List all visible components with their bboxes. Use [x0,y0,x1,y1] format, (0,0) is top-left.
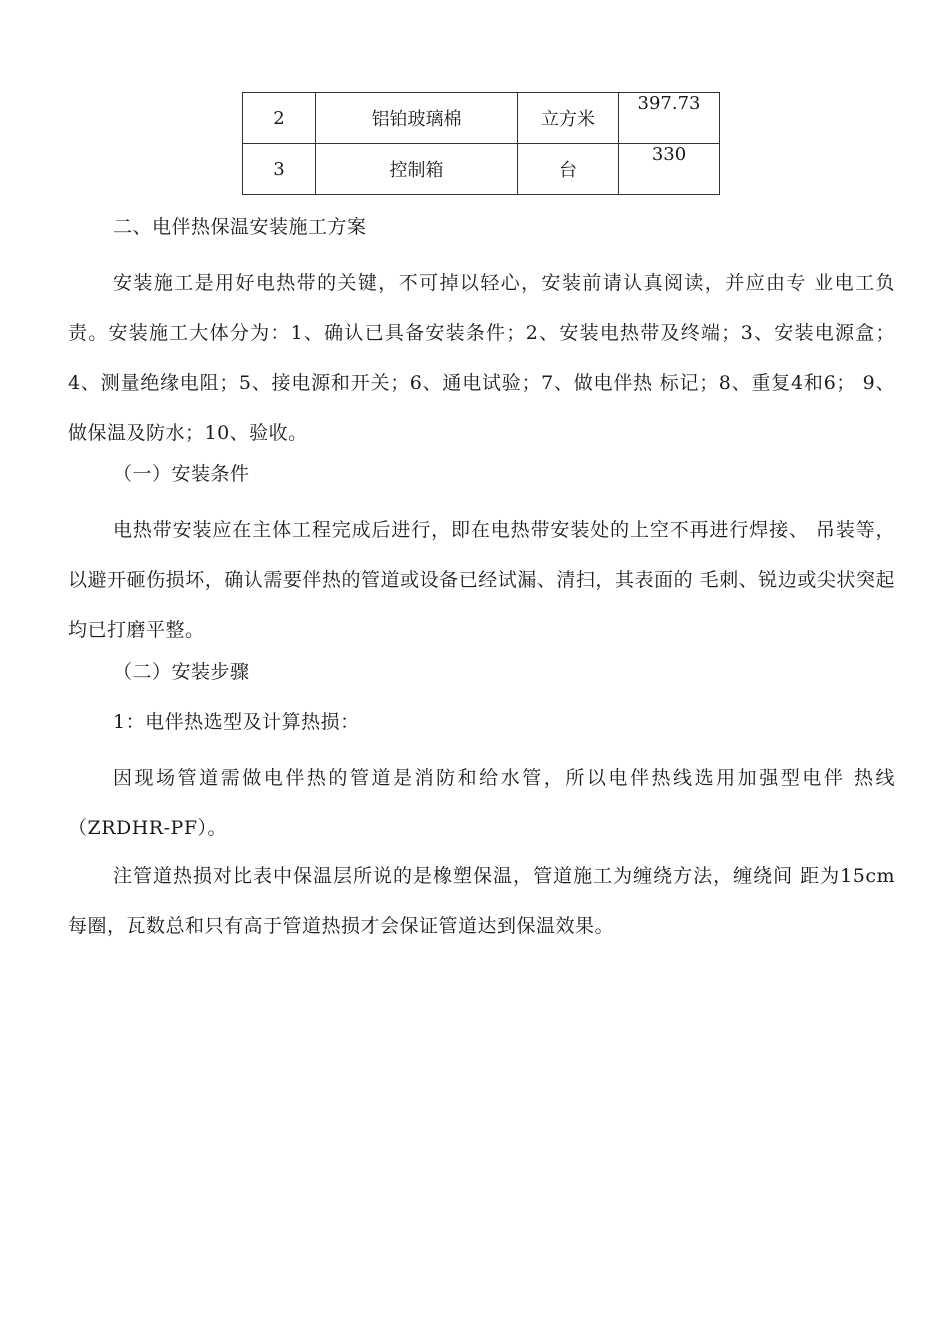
material-name: 铝铂玻璃棉 [316,93,518,144]
table-row [243,144,720,195]
material-quantity: 397.73 [619,93,720,144]
note-paragraph: 注管道热损对比表中保温层所说的是橡塑保温，管道施工为缠绕方法，缠绕间 距为15cm每圈，瓦数总和只有高于管道热损才会保证管道达到保温效果。 [68,865,895,937]
row-number: 3 [243,144,316,195]
conditions-paragraph: 电热带安装应在主体工程完成后进行，即在电热带安装处的上空不再进行焊接、 吊装等，以避开砸伤损坏，确认需要伴热的管道或设备已经试漏、清扫，其表面的 毛刺、锐边或尖状突起均已打磨平整。 [68,519,895,641]
material-unit: 台 [518,144,619,195]
material-unit: 立方米 [518,93,619,144]
step-title: 1：电伴热选型及计算热损： [113,711,360,733]
intro-paragraph: 安装施工是用好电热带的关键，不可掉以轻心，安装前请认真阅读，并应由专 业电工负责。安装施工大体分为：1、确认已具备安装条件；2、安装电热带及终端；3、安装电源盒；4、测量绝缘电阻；5、接电源和开关；6、通电试验；7、做电伴热 标记；8、重复4和6； 9、做保温及防水；10、验收。 [68,272,895,444]
section-title: 二、电伴热保温安装施工方案 [113,216,367,238]
row-number: 2 [243,93,316,144]
subsection-title-conditions: （一）安装条件 [113,463,250,485]
materials-table [242,92,720,195]
subsection-title-steps: （二）安装步骤 [113,661,250,683]
table-row [243,93,720,144]
material-name: 控制箱 [316,144,518,195]
material-quantity: 330 [619,144,720,195]
step-paragraph: 因现场管道需做电伴热的管道是消防和给水管，所以电伴热线选用加强型电伴 热线（ZRDHR-PF）。 [68,767,895,839]
